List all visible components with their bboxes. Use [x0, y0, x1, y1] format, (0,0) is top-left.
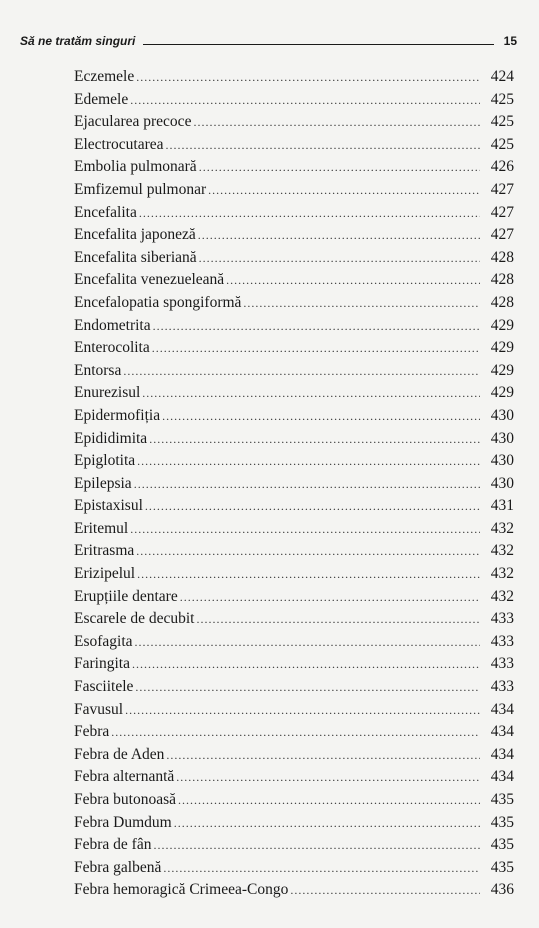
- toc-entry: [74, 247, 514, 270]
- toc-entry-page: 431: [490, 497, 514, 515]
- toc-entry-page: 435: [490, 813, 514, 831]
- dot-leader: [166, 744, 480, 767]
- toc-entry-title: Ejacularea precoce: [74, 113, 192, 131]
- toc-entry: [74, 744, 514, 767]
- toc-entry: [74, 134, 514, 157]
- toc-entry-page: 430: [490, 452, 514, 470]
- toc-entry: [74, 473, 514, 496]
- toc-entry-page: 430: [490, 429, 514, 447]
- toc-entry: [74, 563, 514, 586]
- dot-leader: [180, 586, 480, 609]
- toc-entry-page: 429: [490, 316, 514, 334]
- toc-entry-title: Encefalita: [74, 203, 137, 221]
- toc-entry-page: 434: [490, 700, 514, 718]
- toc-entry: [74, 653, 514, 676]
- toc-entry: [74, 224, 514, 247]
- toc-entry: [74, 766, 514, 789]
- dot-leader: [123, 360, 480, 383]
- dot-leader: [111, 721, 480, 744]
- toc-entry-title: Eczemele: [74, 68, 135, 85]
- toc-entry: [74, 405, 514, 428]
- dot-leader: [145, 495, 480, 518]
- dot-leader: [178, 789, 480, 812]
- toc-entry-page: 427: [490, 180, 514, 198]
- toc-entry-title: Epidermofiția: [74, 406, 161, 424]
- toc-entry-title: Emfizemul pulmonar: [74, 180, 207, 198]
- toc-entry-page: 428: [490, 248, 514, 266]
- toc-entry-title: Endometrita: [74, 316, 151, 334]
- toc-entry-title: Eritemul: [74, 519, 129, 537]
- toc-entry-title: Febra butonoasă: [74, 791, 177, 808]
- dot-leader: [290, 879, 480, 902]
- toc-entry-page: 429: [490, 384, 514, 402]
- toc-entry: [74, 111, 514, 134]
- toc-entry-title: Escarele de decubit: [74, 610, 195, 628]
- toc-entry: [74, 721, 514, 744]
- toc-entry: [74, 586, 514, 609]
- toc-entry-title: Febra de fân: [74, 836, 152, 854]
- dot-leader: [135, 631, 480, 654]
- toc-entry: [74, 89, 514, 112]
- toc-entry: [74, 382, 514, 405]
- toc-entry: [74, 540, 514, 563]
- toc-entry: [74, 179, 514, 202]
- dot-leader: [142, 382, 480, 405]
- toc-entry-title: Erupțiile dentare: [74, 587, 178, 605]
- dot-leader: [130, 518, 480, 541]
- toc-entry: [74, 450, 514, 473]
- toc-entry-title: Epididimita: [74, 429, 148, 447]
- dot-leader: [198, 224, 480, 247]
- toc-entry-page: 427: [490, 226, 514, 244]
- toc-entry: [74, 812, 514, 835]
- toc-entry-title: Favusul: [74, 700, 124, 718]
- toc-entry-page: 435: [490, 858, 514, 876]
- toc-entry-page: 425: [490, 113, 514, 131]
- toc-entry: [74, 269, 514, 292]
- toc-entry-title: Faringita: [74, 655, 130, 673]
- dot-leader: [199, 247, 480, 270]
- dot-leader: [163, 857, 480, 880]
- toc-entry-title: Esofagita: [74, 632, 133, 650]
- toc-entry-page: 432: [490, 587, 514, 605]
- dot-leader: [149, 428, 480, 451]
- toc-entry: [74, 676, 514, 699]
- dot-leader: [197, 608, 481, 631]
- dot-leader: [135, 676, 480, 699]
- dot-leader: [193, 111, 480, 134]
- toc-entry-title: Febra alternantă: [74, 768, 175, 786]
- toc-entry-page: 433: [490, 655, 514, 673]
- dot-leader: [139, 202, 480, 225]
- page-header: [20, 30, 517, 48]
- toc-entry: [74, 789, 514, 812]
- toc-entry-title: Encefalopatia spongiformă: [74, 293, 242, 311]
- toc-entry: [74, 879, 514, 902]
- toc-entry-title: Febra Dumdum: [74, 813, 172, 831]
- dot-leader: [208, 179, 480, 202]
- toc-entry-title: Febra galbenă: [74, 858, 162, 876]
- dot-leader: [243, 292, 480, 315]
- dot-leader: [130, 89, 480, 112]
- dot-leader: [162, 405, 480, 428]
- toc-entry-page: 436: [490, 881, 514, 899]
- toc-entry-page: 426: [490, 158, 514, 176]
- toc-entry: [74, 292, 514, 315]
- toc-entry-page: 428: [490, 271, 514, 289]
- dot-leader: [153, 834, 480, 857]
- toc-entry-page: 425: [490, 135, 514, 153]
- toc-entry-title: Encefalita venezueleană: [74, 271, 225, 289]
- toc-entry-page: 432: [490, 519, 514, 537]
- toc-entry-page: 433: [490, 610, 514, 628]
- toc-entry-page: 428: [490, 293, 514, 311]
- toc-entry: [74, 631, 514, 654]
- toc-entry-page: 434: [490, 745, 514, 763]
- toc-entry-title: Electrocutarea: [74, 135, 164, 153]
- toc-entry-page: 430: [490, 406, 514, 424]
- dot-leader: [137, 450, 480, 473]
- toc-entry-page: 432: [490, 542, 514, 560]
- toc-entry-page: 429: [490, 339, 514, 357]
- toc-entry: [74, 518, 514, 541]
- toc-entry-title: Encefalita japoneză: [74, 226, 196, 244]
- toc-entry: [74, 495, 514, 518]
- dot-leader: [125, 699, 480, 722]
- toc-entry-title: Epistaxisul: [74, 497, 143, 515]
- toc-entry-page: 434: [490, 723, 514, 741]
- toc-entry-page: 430: [490, 474, 514, 492]
- toc-entry: [74, 337, 514, 360]
- toc-entry: [74, 428, 514, 451]
- dot-leader: [134, 473, 480, 496]
- dot-leader: [152, 337, 480, 360]
- toc-entry-page: 424: [490, 68, 514, 85]
- toc-entry-title: Embolia pulmonară: [74, 158, 197, 176]
- toc-entry: [74, 608, 514, 631]
- toc-entry: [74, 66, 514, 89]
- book-title: Să ne tratăm singuri: [20, 34, 136, 48]
- toc-entry-title: Entorsa: [74, 361, 122, 379]
- dot-leader: [136, 540, 480, 563]
- page-number: 15: [503, 34, 517, 48]
- toc-entry-title: Edemele: [74, 90, 129, 108]
- toc-entry: [74, 202, 514, 225]
- dot-leader: [176, 766, 480, 789]
- dot-leader: [166, 134, 481, 157]
- toc-entry-page: 435: [490, 836, 514, 854]
- dot-leader: [199, 156, 480, 179]
- dot-leader: [174, 812, 480, 835]
- dot-leader: [153, 315, 480, 338]
- toc-entry-title: Enurezisul: [74, 384, 141, 402]
- toc-entry-title: Epilepsia: [74, 474, 132, 492]
- toc-entry-title: Febra hemoragică Crimeea-Congo: [74, 881, 289, 899]
- toc-entry-page: 425: [490, 90, 514, 108]
- toc-entry-page: 434: [490, 768, 514, 786]
- toc-entry-title: Eritrasma: [74, 542, 135, 560]
- table-of-contents: [74, 66, 514, 902]
- toc-entry-page: 429: [490, 361, 514, 379]
- dot-leader: [226, 269, 480, 292]
- toc-entry-title: Erizipelul: [74, 565, 136, 583]
- toc-entry-title: Encefalita siberiană: [74, 248, 197, 266]
- dot-leader: [136, 66, 480, 89]
- toc-entry: [74, 699, 514, 722]
- dot-leader: [137, 563, 480, 586]
- toc-entry-page: 433: [490, 678, 514, 696]
- toc-entry-title: Febra de Aden: [74, 745, 165, 763]
- toc-entry-page: 435: [490, 791, 514, 808]
- dot-leader: [132, 653, 480, 676]
- toc-entry-title: Febra: [74, 723, 110, 741]
- toc-entry: [74, 360, 514, 383]
- toc-entry: [74, 156, 514, 179]
- toc-entry-title: Enterocolita: [74, 339, 150, 357]
- toc-entry-page: 427: [490, 203, 514, 221]
- toc-entry: [74, 857, 514, 880]
- toc-entry-title: Epiglotita: [74, 452, 136, 470]
- toc-entry-title: Fasciitele: [74, 678, 134, 696]
- header-rule: [143, 44, 493, 45]
- toc-entry-page: 432: [490, 565, 514, 583]
- toc-entry-page: 433: [490, 632, 514, 650]
- toc-entry: [74, 834, 514, 857]
- toc-entry: [74, 315, 514, 338]
